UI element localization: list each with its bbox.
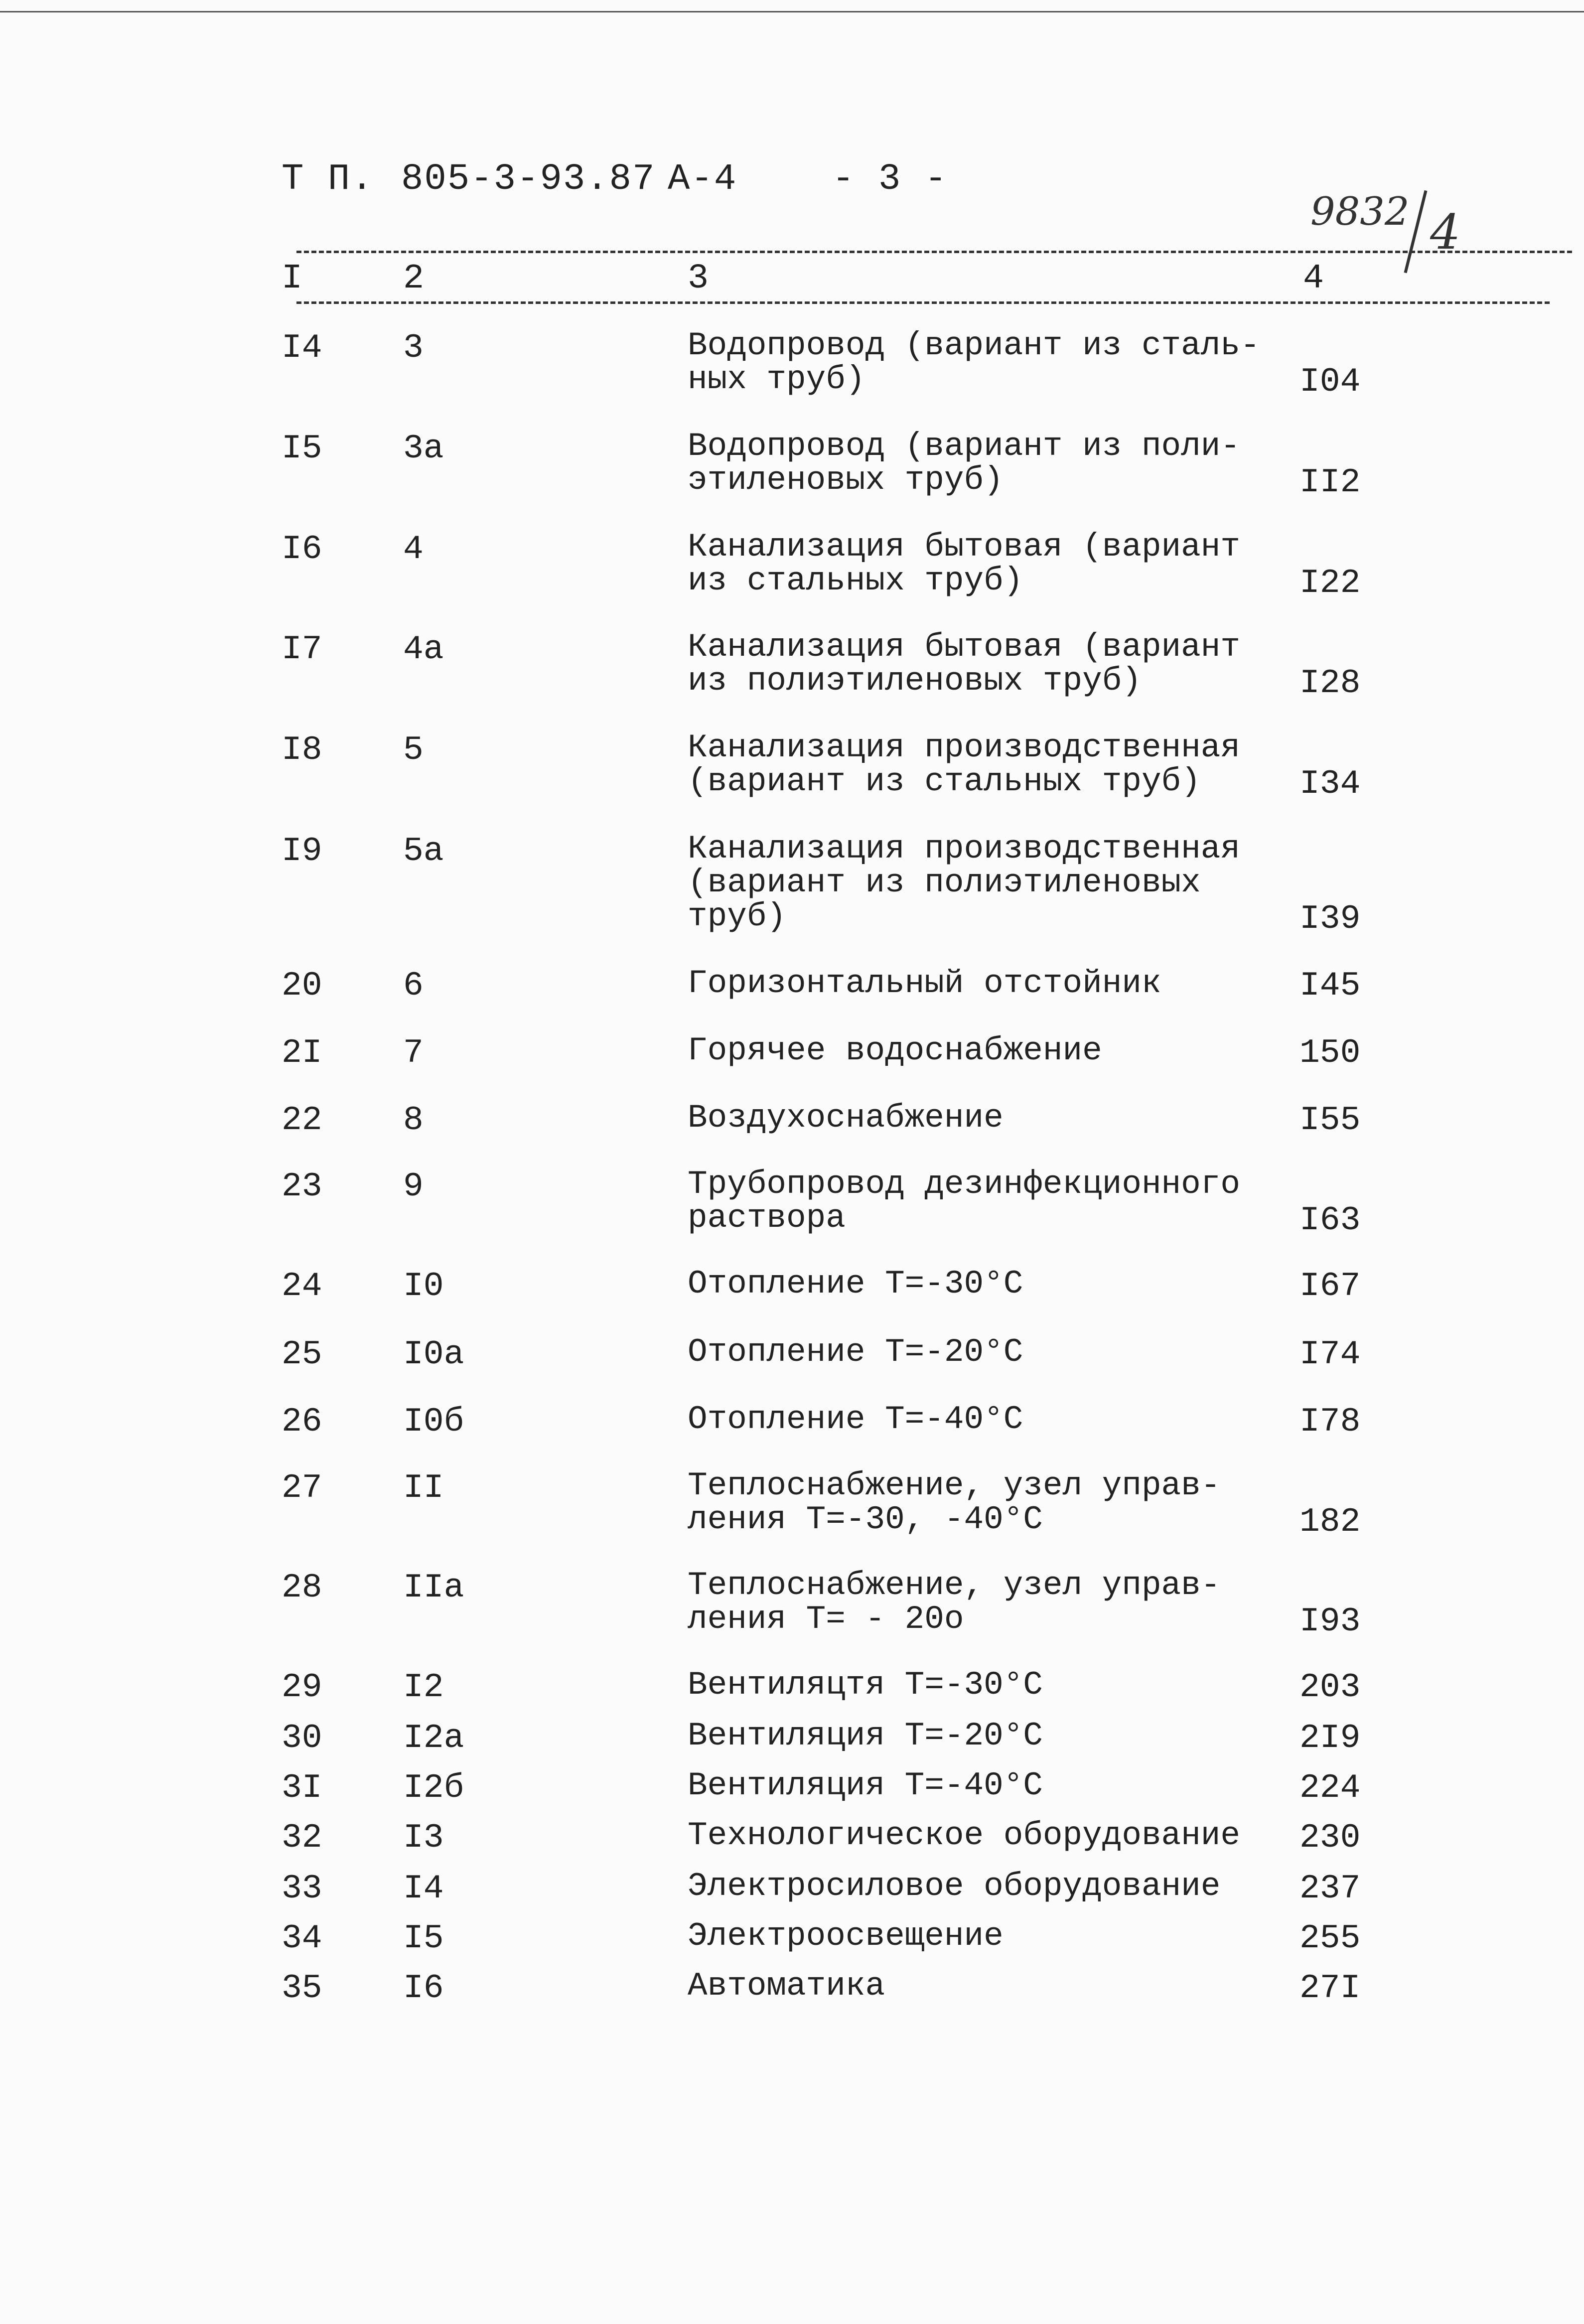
section-title: Канализация производственная (вариант из полиэтиленовых труб)	[688, 830, 1240, 935]
section-title: Технологическое оборудование	[688, 1817, 1240, 1854]
section-title: Теплоснабжение, узел управ- ления Т=-30, -40°С	[688, 1467, 1221, 1538]
sheet-number: I2а	[403, 1719, 464, 1757]
page-ref: I04	[1299, 363, 1361, 401]
sheet-number: 5а	[403, 832, 444, 871]
page-ref: I63	[1299, 1201, 1361, 1240]
column-header-3: 3	[688, 259, 709, 298]
page-ref: I93	[1299, 1602, 1361, 1641]
sheet-number: I2	[403, 1668, 444, 1707]
section-title: Отопление Т=-40°С	[688, 1401, 1023, 1438]
page-ref: 182	[1299, 1503, 1361, 1541]
sheet-number: 6	[403, 967, 424, 1005]
sheet-number: I5	[403, 1919, 444, 1958]
section-title: Водопровод (вариант из поли- этиленовых труб)	[688, 428, 1240, 499]
page-number: - 3 -	[832, 158, 948, 200]
row-number: 34	[282, 1919, 322, 1958]
row-number: 3I	[282, 1769, 322, 1807]
section-title: Водопровод (вариант из сталь- ных труб)	[688, 327, 1260, 398]
section-title: Канализация бытовая (вариант из полиэтиленовых труб)	[688, 628, 1240, 700]
sheet-number: 8	[403, 1101, 424, 1140]
row-number: 32	[282, 1819, 322, 1857]
section-title: Электросиловое оборудование	[688, 1868, 1221, 1905]
section-title: Отопление Т=-30°С	[688, 1265, 1023, 1303]
section-title: Теплоснабжение, узел управ- ления Т= - 20о	[688, 1567, 1221, 1638]
sheet-number: 7	[403, 1034, 424, 1072]
row-number: 2I	[282, 1034, 322, 1072]
section-title: Вентиляцтя Т=-30°С	[688, 1666, 1043, 1704]
sheet-number: 3а	[403, 430, 444, 468]
row-number: 26	[282, 1403, 322, 1441]
page-ref: I39	[1299, 900, 1361, 938]
page-ref: I34	[1299, 765, 1361, 803]
row-number: 24	[282, 1267, 322, 1306]
section-title: Воздухоснабжение	[688, 1099, 1004, 1137]
section-title: Электроосвещение	[688, 1917, 1004, 1955]
sheet-number: I0а	[403, 1335, 464, 1374]
section-title: Вентиляция Т=-40°С	[688, 1767, 1043, 1804]
row-number: 30	[282, 1719, 322, 1757]
row-number: I7	[282, 630, 322, 669]
sheet-number: IIа	[403, 1569, 464, 1607]
handwritten-number: 9832	[1310, 189, 1410, 234]
page-ref: I22	[1299, 564, 1361, 602]
page-ref: I78	[1299, 1403, 1361, 1441]
section-title: Автоматика	[688, 1967, 885, 2005]
header-divider-top	[296, 251, 1572, 253]
page-ref: I45	[1299, 967, 1361, 1005]
section-title: Трубопровод дезинфекционного раствора	[688, 1165, 1240, 1237]
page-ref: 2I9	[1299, 1719, 1361, 1757]
section-title: Канализация бытовая (вариант из стальных труб)	[688, 528, 1240, 599]
section-title: Вентиляция Т=-20°С	[688, 1717, 1043, 1754]
page-ref: 27I	[1299, 1969, 1361, 2008]
page-ref: 230	[1299, 1819, 1361, 1857]
handwritten-suffix: 4	[1430, 204, 1461, 260]
row-number: 25	[282, 1335, 322, 1374]
row-number: 22	[282, 1101, 322, 1140]
page-ref: 150	[1299, 1034, 1361, 1072]
sheet-number: 4а	[403, 630, 444, 669]
page-ref: 255	[1299, 1919, 1361, 1958]
row-number: 20	[282, 967, 322, 1005]
row-number: I4	[282, 329, 322, 367]
doc-code: Т П.	[282, 158, 374, 200]
row-number: I8	[282, 731, 322, 769]
sheet-number: I6	[403, 1969, 444, 2008]
section-title: Горячее водоснабжение	[688, 1032, 1102, 1069]
page-ref: I74	[1299, 1335, 1361, 1374]
sheet-number: I4	[403, 1870, 444, 1908]
doc-number: 805-3-93.87	[401, 158, 656, 200]
row-number: 23	[282, 1167, 322, 1206]
page-ref: II2	[1299, 463, 1361, 502]
sheet-number: 9	[403, 1167, 424, 1206]
row-number: 35	[282, 1969, 322, 2008]
row-number: I6	[282, 530, 322, 569]
sheet-number: 5	[403, 731, 424, 769]
sheet-number: 4	[403, 530, 424, 569]
column-header-2: 2	[403, 259, 425, 298]
column-header-1: I	[282, 259, 303, 298]
sheet-number: I2б	[403, 1769, 464, 1807]
section-title: Горизонтальный отстойник	[688, 965, 1161, 1002]
row-number: 27	[282, 1469, 322, 1507]
row-number: 29	[282, 1668, 322, 1707]
sheet-number: 3	[403, 329, 424, 367]
album-label: А-4	[668, 158, 737, 200]
row-number: 33	[282, 1870, 322, 1908]
section-title: Канализация производственная (вариант из стальных труб)	[688, 729, 1240, 800]
page-ref: I28	[1299, 664, 1361, 703]
sheet-number: I0б	[403, 1403, 464, 1441]
header-divider-bottom	[296, 301, 1550, 304]
top-border-line	[0, 11, 1584, 12]
section-title: Отопление Т=-20°С	[688, 1333, 1023, 1371]
column-header-4: 4	[1303, 259, 1324, 298]
page-ref: 203	[1299, 1668, 1361, 1707]
row-number: 28	[282, 1569, 322, 1607]
row-number: I5	[282, 430, 322, 468]
row-number: I9	[282, 832, 322, 871]
page-ref: I55	[1299, 1101, 1361, 1140]
sheet-number: II	[403, 1469, 444, 1507]
page-ref: 237	[1299, 1870, 1361, 1908]
page-ref: I67	[1299, 1267, 1361, 1306]
sheet-number: I0	[403, 1267, 444, 1306]
page-ref: 224	[1299, 1769, 1361, 1807]
sheet-number: I3	[403, 1819, 444, 1857]
